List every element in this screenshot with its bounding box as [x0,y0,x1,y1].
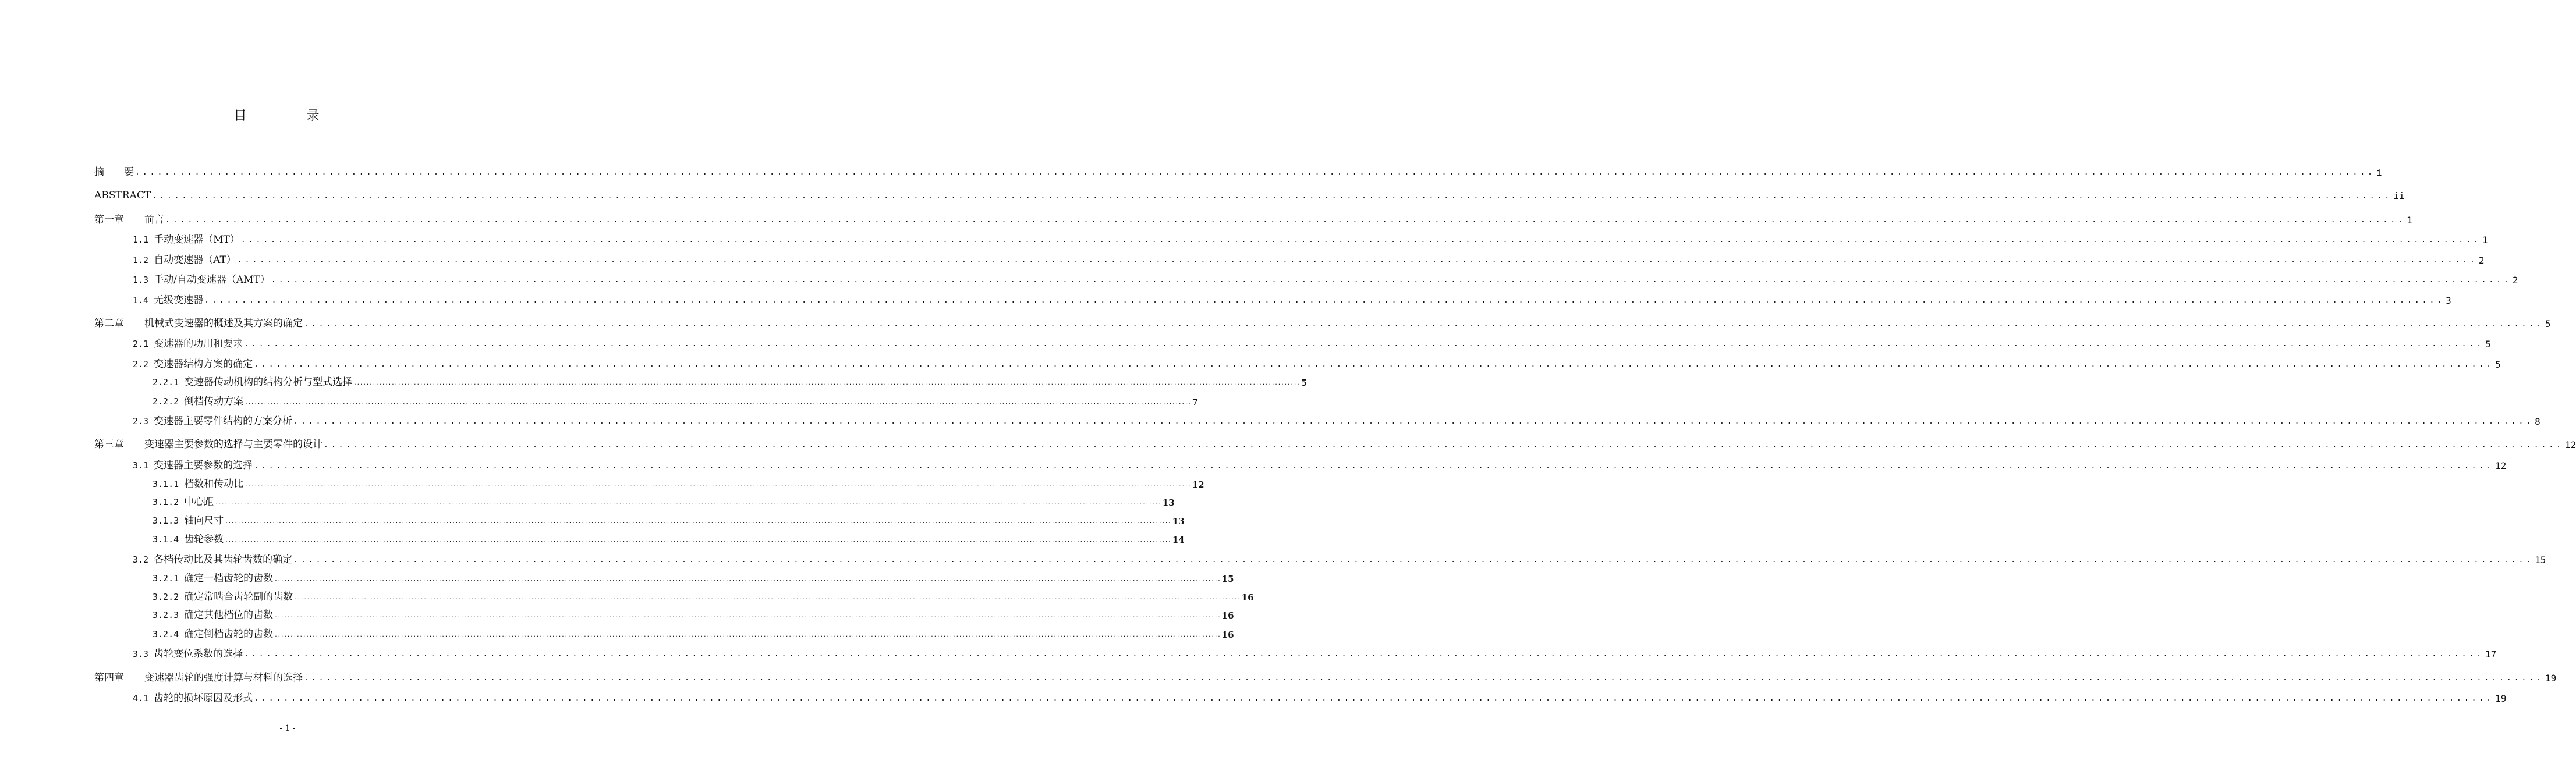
toc-chapter-label: ABSTRACT [94,190,151,201]
toc-page-number: 2 [2512,275,2518,286]
toc-entry-title: 齿轮变位系数的选择 [154,648,243,660]
toc-entry[interactable] [133,413,2540,427]
toc-entry[interactable] [133,552,2546,566]
toc-dot-leader: ............................................................................................................................................................................................................................................................................................................ [304,319,2544,328]
toc-entry-label [94,436,323,450]
toc-entry-title: 变速器主要零件结构的方案分析 [154,415,293,427]
toc-page-number: 8 [2535,416,2540,427]
toc-dot-leader: ............................................................................................................................................................................................................................................................................................................ [271,276,2511,285]
toc-page-number: 16 [1241,592,1254,603]
toc-dot-leader: ............................................................................................................................................................................................................................................................................................................ [152,191,2393,200]
toc-entry-label [153,606,273,621]
toc-section-number: 1.2 [133,255,154,265]
toc-entry-title: 确定倒档齿轮的齿数 [184,628,274,640]
toc-section-number: 3.2 [133,554,154,565]
toc-section-number: 3.2.3 [153,610,185,620]
toc-dot-leader: ............................................................................................................................................................................................................................................................................................................ [254,461,2494,470]
toc-entry-label [153,374,352,388]
toc-dot-leader: ............................................................................................................................................................................................................................................................................................................ [254,360,2494,369]
toc-page-number: 14 [1172,535,1185,545]
toc-entry-title: 变速器结构方案的确定 [154,358,253,370]
toc-entry-label [133,271,270,286]
toc-entry[interactable] [153,374,1308,388]
toc-section-number: 3.1.4 [153,534,185,545]
toc-chapter-label: 第一章 [94,214,124,226]
toc-dot-leader: ............................................................................................................................................................................................................................................................................................................ [135,168,2375,177]
toc-entry[interactable] [133,646,2497,660]
toc-entry-label [153,625,273,640]
toc-section-number: 1.3 [133,275,154,285]
toc-section-number: 3.2.2 [153,592,185,602]
toc-entry-label [133,689,253,704]
toc-section-number: 2.2.1 [153,377,185,388]
toc-section-number: 2.2.2 [153,396,185,407]
toc-section-number: 1.1 [133,234,154,245]
toc-dot-leader: ............................................................................................................................................................................................................................................................................................................ [274,613,1221,619]
toc-entry[interactable] [94,164,2382,178]
toc-dot-leader: ............................................................................................................................................................................................................................................................................................................ [245,400,1191,406]
toc-entry-label [153,493,214,508]
toc-page-number: 16 [1221,610,1234,621]
toc-entry-title: 变速器传动机构的结构分析与型式选择 [184,376,353,388]
toc-entry-label [153,570,273,584]
toc-entry-title: 变速器的功用和要求 [154,338,243,350]
toc-entry[interactable] [153,494,1175,508]
toc-entry-title: 机械式变速器的概述及其方案的确定 [144,318,303,329]
toc-dot-leader: ............................................................................................................................................................................................................................................................................................................ [294,595,1241,601]
toc-dot-leader: ............................................................................................................................................................................................................................................................................................................ [353,381,1300,386]
toc-entry[interactable] [133,457,2507,471]
toc-entry-label [133,335,243,350]
toc-section-number: 3.2.4 [153,629,185,639]
toc-entry-title: 各档传动比及其齿轮齿数的确定 [154,554,293,566]
toc-entry-label [94,163,134,178]
toc-entry-title: 自动变速器（AT） [154,254,236,266]
toc-dot-leader: ............................................................................................................................................................................................................................................................................................................ [293,417,2534,426]
toc-chapter-label: 第二章 [94,318,124,329]
toc-page-number: 15 [2535,554,2546,566]
toc-page-number: 3 [2446,295,2451,306]
toc-entry-title: 齿轮参数 [184,534,224,545]
toc-entry[interactable] [153,570,1234,584]
toc-entry[interactable] [133,356,2501,370]
toc-page-number: 13 [1172,516,1185,527]
toc-dot-leader: ............................................................................................................................................................................................................................................................................................................ [304,674,2544,683]
toc-dot-leader: ............................................................................................................................................................................................................................................................................................................ [225,519,1171,525]
toc-entry-title: 齿轮的损坏原因及形式 [154,692,253,704]
toc-page-number: 7 [1192,397,1199,407]
toc-entry-label [94,190,151,201]
toc-dot-leader: ............................................................................................................................................................................................................................................................................................................ [240,236,2481,244]
toc-entry[interactable] [153,607,1234,621]
toc-entry-label [153,512,224,527]
toc-dot-leader: ............................................................................................................................................................................................................................................................................................................ [225,538,1171,543]
toc-entry-title: 中心距 [184,496,214,508]
toc-entry[interactable] [153,513,1185,527]
toc-entry-title: 档数和传动比 [184,478,244,490]
toc-page-number: 1 [2407,215,2412,226]
toc-entry-label [133,645,243,660]
toc-chapter-label: 第三章 [94,439,124,450]
toc-entry-label [153,475,243,490]
toc-entry[interactable] [153,589,1254,603]
toc-dot-leader: ............................................................................................................................................................................................................................................................................................................ [244,650,2485,659]
toc-dot-leader: ............................................................................................................................................................................................................................................................................................................ [254,694,2494,703]
toc-entry[interactable] [133,272,2518,286]
toc-entry-label [133,457,253,471]
toc-entry-label [133,356,253,370]
toc-entry-title: 倒档传动方案 [184,396,244,407]
toc-entry[interactable] [94,212,2412,226]
toc-entry-title: 变速器主要参数的选择 [154,460,253,471]
toc-entry[interactable] [94,315,2551,329]
toc-entry-title: 无级变速器 [154,294,204,306]
toc-section-number: 2.3 [133,416,154,426]
toc-section-number: 1.4 [133,295,154,305]
toc-dot-leader: ............................................................................................................................................................................................................................................................................................................ [293,556,2534,564]
toc-entry-label [153,531,224,545]
toc-entry[interactable] [133,232,2488,246]
toc-page-number: ii [2393,190,2405,201]
toc-chapter-label: 第四章 [94,672,124,684]
toc-dot-leader: ............................................................................................................................................................................................................................................................................................................ [324,440,2564,449]
toc-entry[interactable] [133,252,2485,266]
toc-page-number: 17 [2485,649,2497,660]
toc-dot-leader: ............................................................................................................................................................................................................................................................................................................ [245,482,1191,488]
toc-page-number: i [2376,167,2382,178]
toc-entry[interactable] [153,393,1199,407]
toc-section-number: 3.1.3 [153,516,185,526]
toc-entry[interactable] [153,626,1234,640]
toc-entry[interactable] [133,336,2491,350]
toc-dot-leader: ............................................................................................................................................................................................................................................................................................................ [274,632,1221,638]
toc-entry-title: 确定其他档位的齿数 [184,609,274,621]
toc-entry-label [133,292,203,306]
toc-section-number: 3.1 [133,460,154,471]
toc-section-number: 3.1.1 [153,479,185,489]
toc-dot-leader: ............................................................................................................................................................................................................................................................................................................ [244,340,2485,349]
toc-entry-title: 确定常啮合齿轮副的齿数 [184,591,293,603]
page-number-footer: - 1 - [279,724,296,733]
toc-page-number: 19 [2545,673,2557,684]
toc-page-number: 12 [2495,460,2507,471]
toc-entry-label [153,393,243,407]
toc-entry-label [153,588,293,603]
toc-entry-label [94,669,303,684]
toc-dot-leader: ............................................................................................................................................................................................................................................................................................................ [215,500,1161,506]
toc-dot-leader: ............................................................................................................................................................................................................................................................................................................ [237,256,2478,265]
toc-section-number: 2.1 [133,339,154,349]
toc-entry[interactable] [133,690,2507,704]
toc-entry-title: 前言 [144,214,164,226]
toc-entry[interactable] [94,436,2576,450]
toc-dot-leader: ............................................................................................................................................................................................................................................................................................................ [204,296,2445,305]
toc-entry-title: 变速器主要参数的选择与主要零件的设计 [144,439,323,450]
toc-entry-label [94,211,164,226]
toc-page-number: 5 [2485,339,2491,350]
page-title: 目 录 [233,109,348,123]
toc-page-number: 13 [1162,497,1175,508]
toc-entry-label [133,251,236,266]
toc-page-number: 5 [2495,359,2501,370]
toc-page-number: 12 [1192,479,1204,490]
toc-entry[interactable] [94,670,2557,684]
toc-page-number: 5 [2545,318,2551,329]
toc-page-number: 16 [1221,630,1234,640]
toc-chapter-label: 摘 要 [94,166,134,178]
toc-entry-title: 轴向尺寸 [184,515,224,527]
toc-entry-title: 确定一档齿轮的齿数 [184,573,274,584]
toc-entry[interactable] [153,531,1185,545]
toc-section-number: 3.2.1 [153,573,185,584]
toc-entry-label [94,315,303,329]
toc-page-number: 12 [2565,439,2576,450]
toc-page-number: 5 [1301,378,1308,388]
toc-section-number: 3.1.2 [153,497,185,507]
toc-dot-leader: ............................................................................................................................................................................................................................................................................................................ [274,577,1221,582]
toc-entry-label [133,413,292,427]
toc-page-number: 1 [2482,234,2488,246]
toc-entry[interactable] [94,187,2405,201]
toc-entry-title: 手动/自动变速器（AMT） [154,274,270,286]
toc-page-number: 15 [1221,574,1234,584]
toc-page-number: 2 [2478,255,2485,266]
toc-entry[interactable] [133,292,2451,306]
toc-section-number: 4.1 [133,693,154,703]
toc-page-number: 19 [2495,693,2507,704]
toc-section-number: 3.3 [133,649,154,659]
toc-entry-title: 手动变速器（MT） [154,234,240,246]
toc-entry[interactable] [153,476,1204,490]
toc-entry-title: 变速器齿轮的强度计算与材料的选择 [144,672,303,684]
toc-section-number: 2.2 [133,359,154,369]
toc-dot-leader: ............................................................................................................................................................................................................................................................................................................ [165,216,2405,225]
toc-entry-label [133,551,292,566]
toc-entry-label [133,231,240,246]
